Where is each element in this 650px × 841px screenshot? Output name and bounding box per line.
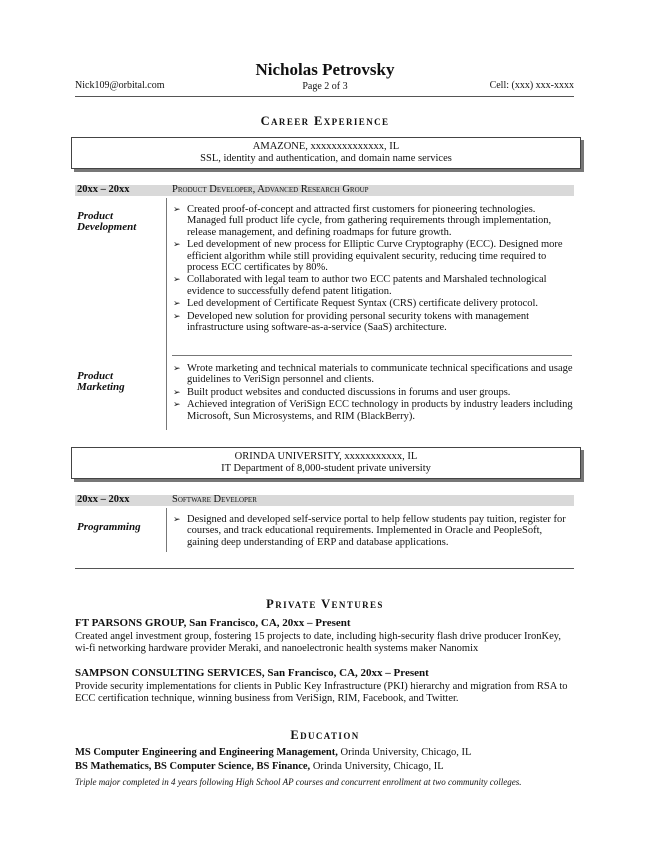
private-ventures-heading: Private Ventures [266,597,384,611]
skill-label-product-marketing [77,371,125,393]
vertical-divider [166,198,167,430]
venture-description: Created angel investment group, fostering 15 projects to date, including high-security flash drive producer IronKey, wi-fi networking hardware provider Meraki, and nanoelectronic health systems maker Nanomix [75,631,561,654]
degree-name: BS Mathematics, BS Computer Science, BS Finance, [75,761,311,772]
school-name: Orinda University, Chicago, IL [310,761,444,772]
phone-number: Cell: (xxx) xxx-xxxx [489,80,574,91]
company-box-amazone [71,137,581,169]
label-line: Programming [77,521,141,533]
education-note: Triple major completed in 4 years following High School AP courses and concurrent enrollment at two community colleges. [75,777,522,787]
company-box-orinda [71,447,581,479]
bullet-list-programming [172,514,576,549]
bullet-item: ➢ Led development of Certificate Request Syntax (CRS) certificate delivery protocol. [172,298,576,309]
role-title: Software Developer [172,494,257,505]
candidate-name: Nicholas Petrovsky [255,60,395,79]
education-heading: Education [290,728,360,742]
bullet-item: ➢ Collaborated with legal team to author two ECC patents and Marshaled technological evidence to successfully defend patent litigation. [172,274,576,297]
bullet-item: ➢ Developed new solution for providing personal security tokens with management infrastructure using software-as-a-service (SaaS) architecture. [172,311,576,334]
section-divider [75,568,574,569]
vertical-divider [166,508,167,552]
bullet-item: ➢ Led development of new process for Elliptic Curve Cryptography (ECC). Designed more efficient algorithm while still providing equivalent security, reducing time required to process ECC certificates by 80%. [172,239,576,273]
email-address: Nick109@orbital.com [75,80,165,91]
career-experience-heading: Career Experience [260,114,390,128]
company-description: IT Department of 8,000-student private university [221,463,431,474]
degree-entry [75,747,471,758]
label-line: Product [77,370,114,382]
role-years: 20xx – 20xx [77,184,130,195]
bullet-list-product-development [172,204,576,334]
company-description: SSL, identity and authentication, and domain name services [200,153,452,164]
skill-label-programming [77,522,141,533]
bullet-list-product-marketing [172,363,576,423]
bullet-item: ➢ Achieved integration of VeriSign ECC technology in products by industry leaders including Microsoft, Sun Microsystems, and RIM (BlackBerry). [172,399,576,422]
role-title: Product Developer, Advanced Research Group [172,184,369,195]
company-name: ORINDA UNIVERSITY, xxxxxxxxxxx, IL [234,451,418,462]
venture-title: SAMPSON CONSULTING SERVICES, San Francisco, CA, 20xx – Present [75,667,429,679]
degree-name: MS Computer Engineering and Engineering Management, [75,747,338,758]
venture-description: Provide security implementations for clients in Public Key Infrastructure (PKI) hierarchy and migration from RSA to ECC certification technique, winning business from VeriSign, RIM, Facebook, and Twitter. [75,681,568,704]
school-name: Orinda University, Chicago, IL [337,747,472,758]
bullet-item: ➢ Wrote marketing and technical materials to communicate technical specifications and usage guidelines to VeriSign personnel and clients. [172,363,576,386]
role-years: 20xx – 20xx [77,494,130,505]
venture-title: FT PARSONS GROUP, San Francisco, CA, 20xx – Present [75,617,351,629]
bullet-item: ➢ Created proof-of-concept and attracted first customers for pioneering technologies. Managed full product life cycle, from gathering requirements through implementation, release management, and defining roadmaps for future growth. [172,204,576,238]
role-bar [75,495,574,506]
company-name: AMAZONE, xxxxxxxxxxxxxx, IL [252,141,400,152]
bullet-item: ➢ Built product websites and conducted discussions in forums and user groups. [172,387,576,398]
page-number: Page 2 of 3 [302,81,348,92]
header-divider [75,96,574,97]
label-line: Product [77,210,114,222]
label-line: Development [77,221,137,233]
skill-label-product-development [77,211,136,233]
bullet-item: ➢ Designed and developed self-service portal to help fellow students pay tuition, register for courses, and track educational requirements. Implemented in Oracle and PeopleSoft, gaining deep understanding of ERP and database applications. [172,514,576,548]
degree-entry [75,761,444,772]
label-line: Marketing [77,381,125,393]
group-divider [172,355,572,356]
